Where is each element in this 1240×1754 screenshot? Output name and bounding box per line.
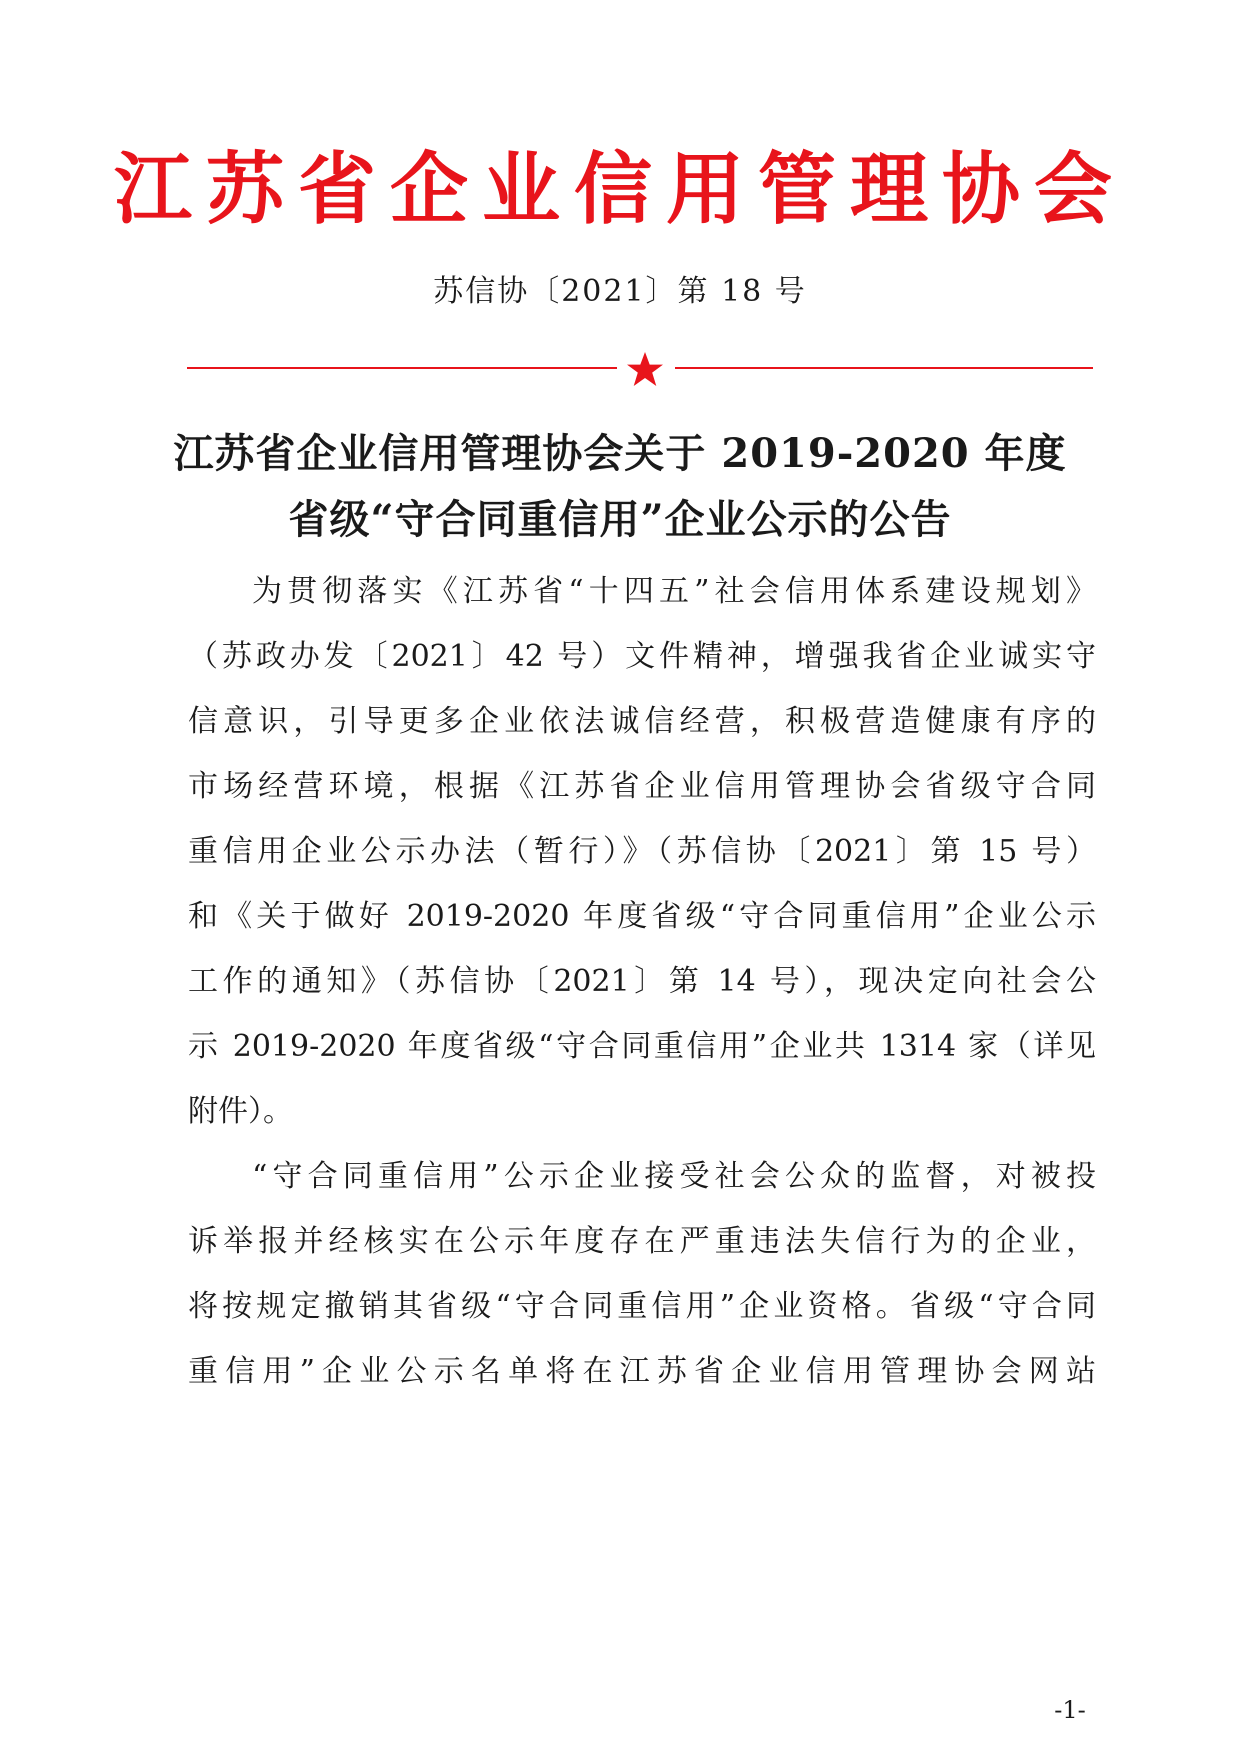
body-line: 将按规定撤销其省级“守合同重信用”企业资格。省级“守合同 [188, 1289, 1096, 1324]
body-line: 工作的通知》（苏信协〔2021〕第 14 号），现决定向社会公 [188, 964, 1096, 999]
body-line: 重信用”企业公示名单将在江苏省企业信用管理协会网站 [188, 1354, 1096, 1389]
page-number: -1- [1054, 1696, 1086, 1724]
body-line: 附件）。 [188, 1094, 293, 1129]
body-line: （苏政办发〔2021〕42 号）文件精神，增强我省企业诚实守 [188, 639, 1096, 674]
divider-left [187, 367, 617, 369]
notice-title-line-1: 江苏省企业信用管理协会关于 2019-2020 年度 [173, 430, 1067, 477]
body-line: 市场经营环境，根据《江苏省企业信用管理协会省级守合同 [188, 769, 1096, 804]
star-icon [625, 350, 665, 390]
body-line: 诉举报并经核实在公示年度存在严重违法失信行为的企业， [188, 1224, 1096, 1259]
divider-right [675, 367, 1093, 369]
body-line: 和《关于做好 2019-2020 年度省级“守合同重信用”企业公示 [188, 899, 1096, 934]
body-line: 信意识，引导更多企业依法诚信经营，积极营造健康有序的 [188, 704, 1096, 739]
body-line: “守合同重信用”公示企业接受社会公众的监督，对被投 [252, 1159, 1096, 1194]
body-line: 为贯彻落实《江苏省“十四五”社会信用体系建设规划》 [252, 574, 1096, 609]
body-line: 示 2019-2020 年度省级“守合同重信用”企业共 1314 家（详见 [188, 1029, 1096, 1064]
body-line: 重信用企业公示办法（暂行）》（苏信协〔2021〕第 15 号） [188, 834, 1096, 869]
document-number: 苏信协〔2021〕第 18 号 [433, 274, 807, 309]
notice-title-line-2: 省级“守合同重信用”企业公示的公告 [288, 496, 952, 543]
org-header: 江苏省企业信用管理协会 [113, 145, 1126, 235]
